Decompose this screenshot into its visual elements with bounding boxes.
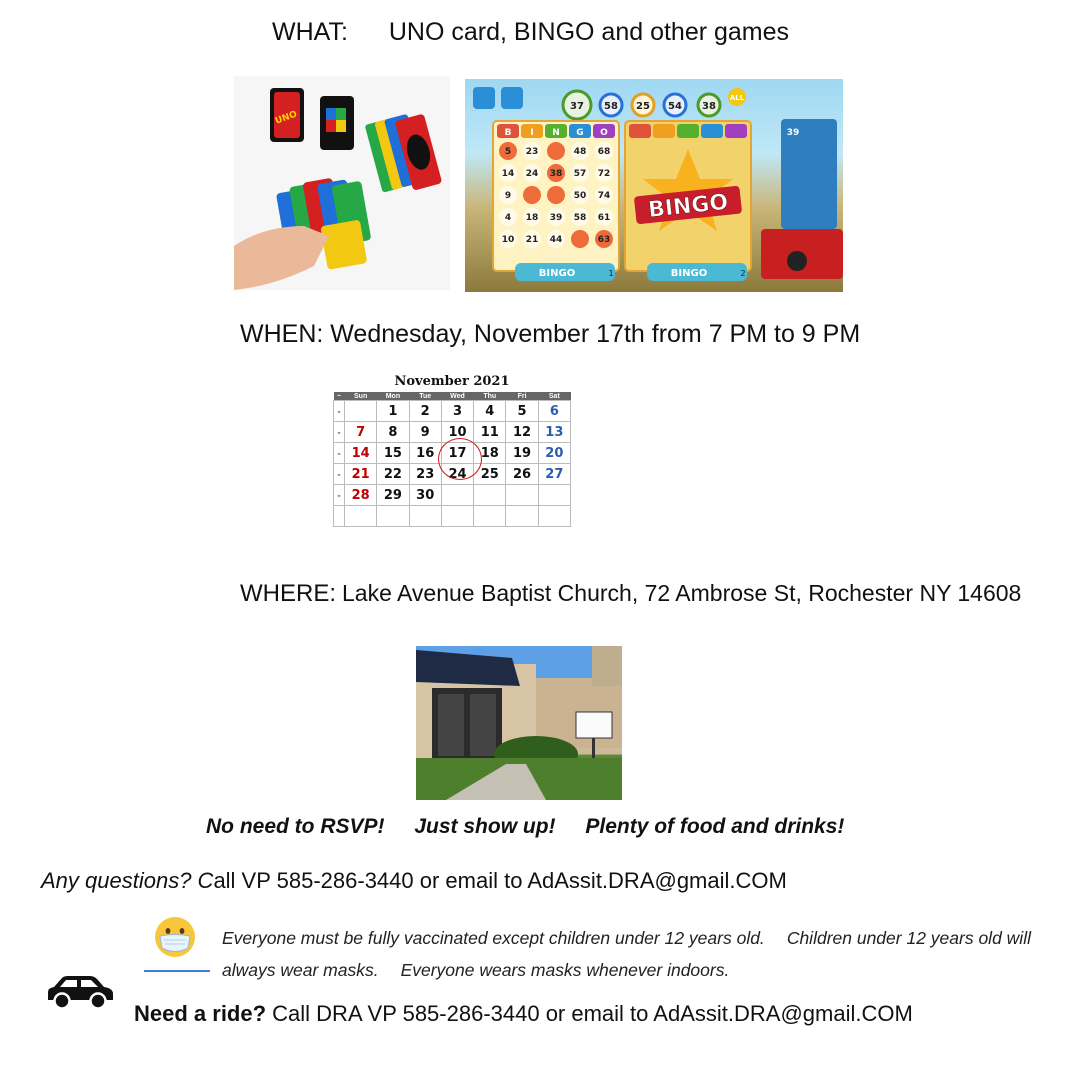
- calendar-day-header: Sat: [538, 392, 570, 401]
- tagline-show-up: Just show up!: [414, 815, 556, 838]
- calendar-day: 26: [506, 464, 538, 485]
- card-number: 1: [608, 269, 614, 278]
- calendar-day: 17: [441, 443, 473, 464]
- week-marker: [334, 506, 345, 527]
- when-text: Wednesday, November 17th from 7 PM to 9 PM: [330, 320, 861, 348]
- bingo-cell-number: 4: [504, 213, 512, 223]
- bingo-game-screenshot: [465, 79, 843, 292]
- week-marker: -: [334, 401, 345, 422]
- where-text: Lake Avenue Baptist Church, 72 Ambrose St, Rochester NY 14608: [342, 580, 1022, 606]
- bingo-cell-number: 38: [549, 169, 563, 179]
- calendar-day: 18: [474, 443, 506, 464]
- card-number: 2: [740, 269, 746, 278]
- bingo-letter: G: [576, 128, 584, 138]
- week-marker: -: [334, 422, 345, 443]
- where-line: [240, 580, 1021, 608]
- vax-part3: Everyone wears masks whenever indoors.: [400, 960, 730, 980]
- calendar-day: 9: [409, 422, 441, 443]
- bingo-letter: N: [552, 128, 560, 138]
- calendar-title: November 2021: [394, 374, 510, 389]
- bingo-cell-number: 74: [597, 191, 611, 201]
- bingo-ball: 38: [702, 101, 716, 112]
- bingo-cell-number: 68: [597, 147, 611, 157]
- calendar-day-header: Fri: [506, 392, 538, 401]
- bingos-left-count: 39: [786, 128, 800, 138]
- calendar-day: [474, 506, 506, 527]
- calendar-day: 5: [506, 401, 538, 422]
- vax-part1: Everyone must be fully vaccinated except children under 12 years old.: [222, 928, 765, 948]
- calendar-day: 22: [377, 464, 409, 485]
- bingo-cell-number: 72: [597, 169, 611, 179]
- calendar-day: 6: [538, 401, 570, 422]
- calendar-day: 30: [409, 485, 441, 506]
- what-label: WHAT:: [272, 18, 348, 46]
- week-marker: -: [334, 485, 345, 506]
- bingo-cell: [571, 230, 589, 248]
- highlight-circle: [438, 438, 482, 480]
- what-line: [272, 18, 789, 47]
- week-marker: -: [334, 464, 345, 485]
- calendar-day: 10: [441, 422, 473, 443]
- calendar-day: [538, 485, 570, 506]
- calendar-day: [409, 506, 441, 527]
- vax-part2: Children under 12 years old will always wear masks.: [222, 928, 1031, 980]
- calendar-day-header: Thu: [474, 392, 506, 401]
- ride-question: Need a ride?: [134, 1001, 267, 1026]
- calendar-day: 15: [377, 443, 409, 464]
- questions-italic: Any questions? C: [41, 868, 214, 893]
- bingo-cell: [547, 186, 565, 204]
- bingo-cell-number: 24: [525, 169, 539, 179]
- calendar-day: 16: [409, 443, 441, 464]
- bingo-cell-number: 39: [549, 213, 563, 223]
- what-text: UNO card, BINGO and other games: [388, 18, 790, 46]
- calendar-day: 21: [345, 464, 377, 485]
- car-icon: [44, 972, 116, 1012]
- calendar-day-header: Mon: [377, 392, 409, 401]
- bingo-button-2: BINGO: [670, 268, 708, 279]
- bingo-cell-number: 58: [573, 213, 587, 223]
- bingo-cell-number: 23: [525, 147, 539, 157]
- calendar-day: 23: [409, 464, 441, 485]
- bingo-ball: 37: [570, 101, 584, 112]
- calendar-day: [474, 485, 506, 506]
- bingo-letter: I: [530, 128, 534, 138]
- calendar-day: 29: [377, 485, 409, 506]
- calendar-day-header: Tue: [409, 392, 441, 401]
- calendar-day: [538, 506, 570, 527]
- bingo-cell-number: 21: [525, 235, 539, 245]
- calendar-day: [506, 485, 538, 506]
- bingo-cell-number: 18: [525, 213, 539, 223]
- calendar-day: [441, 485, 473, 506]
- all-badge: ALL: [729, 94, 745, 102]
- calendar-day-header: Sun: [345, 392, 377, 401]
- bingo-cell-number: 57: [573, 169, 587, 179]
- bingo-cell-number: 9: [504, 191, 512, 201]
- calendar-day: 7: [345, 422, 377, 443]
- when-label: WHEN:: [240, 320, 324, 348]
- when-line: [240, 320, 860, 349]
- uno-cards-photo: [234, 76, 450, 290]
- calendar-day-header: ~: [334, 392, 345, 401]
- ride-contact: Call DRA VP 585-286-3440 or email to AdAssit.DRA@gmail.COM: [266, 1001, 913, 1026]
- bingo-cell-number: 61: [597, 213, 611, 223]
- bingo-letter: O: [600, 128, 608, 138]
- november-calendar: [328, 372, 576, 548]
- bingo-cell-number: 63: [597, 235, 611, 245]
- bingo-cell-number: 10: [501, 235, 515, 245]
- tagline-rsvp: No need to RSVP!: [206, 815, 385, 838]
- mask-underline: [144, 970, 210, 972]
- bingo-button-1: BINGO: [538, 268, 576, 279]
- questions-line: [41, 868, 787, 894]
- calendar-day: 8: [377, 422, 409, 443]
- bingo-win-word: BINGO: [646, 189, 730, 224]
- calendar-day: 27: [538, 464, 570, 485]
- calendar-day: [345, 401, 377, 422]
- bingo-letter: B: [504, 128, 512, 138]
- church-entrance-photo: [416, 646, 622, 800]
- calendar-day: [345, 506, 377, 527]
- ride-line: [134, 1001, 913, 1027]
- calendar-day-header: Wed: [441, 392, 473, 401]
- calendar-day: [377, 506, 409, 527]
- tagline: [206, 815, 868, 839]
- calendar-day: 19: [506, 443, 538, 464]
- bingo-ball: 25: [636, 101, 650, 112]
- calendar-day: 12: [506, 422, 538, 443]
- bingo-cell-number: 14: [501, 169, 515, 179]
- calendar-day: [506, 506, 538, 527]
- where-label: WHERE:: [240, 580, 336, 607]
- calendar-day: 28: [345, 485, 377, 506]
- bingo-cell: [547, 142, 565, 160]
- uno-card-text: UNO: [274, 109, 299, 127]
- questions-contact: all VP 585-286-3440 or email to AdAssit.DRA@gmail.COM: [213, 868, 787, 893]
- bingo-cell: [523, 186, 541, 204]
- calendar-day: 20: [538, 443, 570, 464]
- calendar-day: 4: [474, 401, 506, 422]
- bingo-cell-number: 50: [573, 191, 587, 201]
- calendar-day: [441, 506, 473, 527]
- week-marker: -: [334, 443, 345, 464]
- bingo-cell-number: 5: [504, 147, 512, 157]
- calendar-day: 25: [474, 464, 506, 485]
- calendar-day: 2: [409, 401, 441, 422]
- calendar-day: 11: [474, 422, 506, 443]
- bingo-ball: 54: [668, 101, 682, 112]
- tagline-food: Plenty of food and drinks!: [585, 815, 845, 838]
- calendar-day: 3: [441, 401, 473, 422]
- calendar-day: 14: [345, 443, 377, 464]
- bingo-cell-number: 44: [549, 235, 563, 245]
- calendar-day: 1: [377, 401, 409, 422]
- vaccination-notice: [222, 922, 1042, 986]
- mask-face-icon: [154, 916, 196, 958]
- bingo-ball: 58: [604, 101, 618, 112]
- bingo-cell-number: 48: [573, 147, 587, 157]
- calendar-day: 24: [441, 464, 473, 485]
- calendar-day: 13: [538, 422, 570, 443]
